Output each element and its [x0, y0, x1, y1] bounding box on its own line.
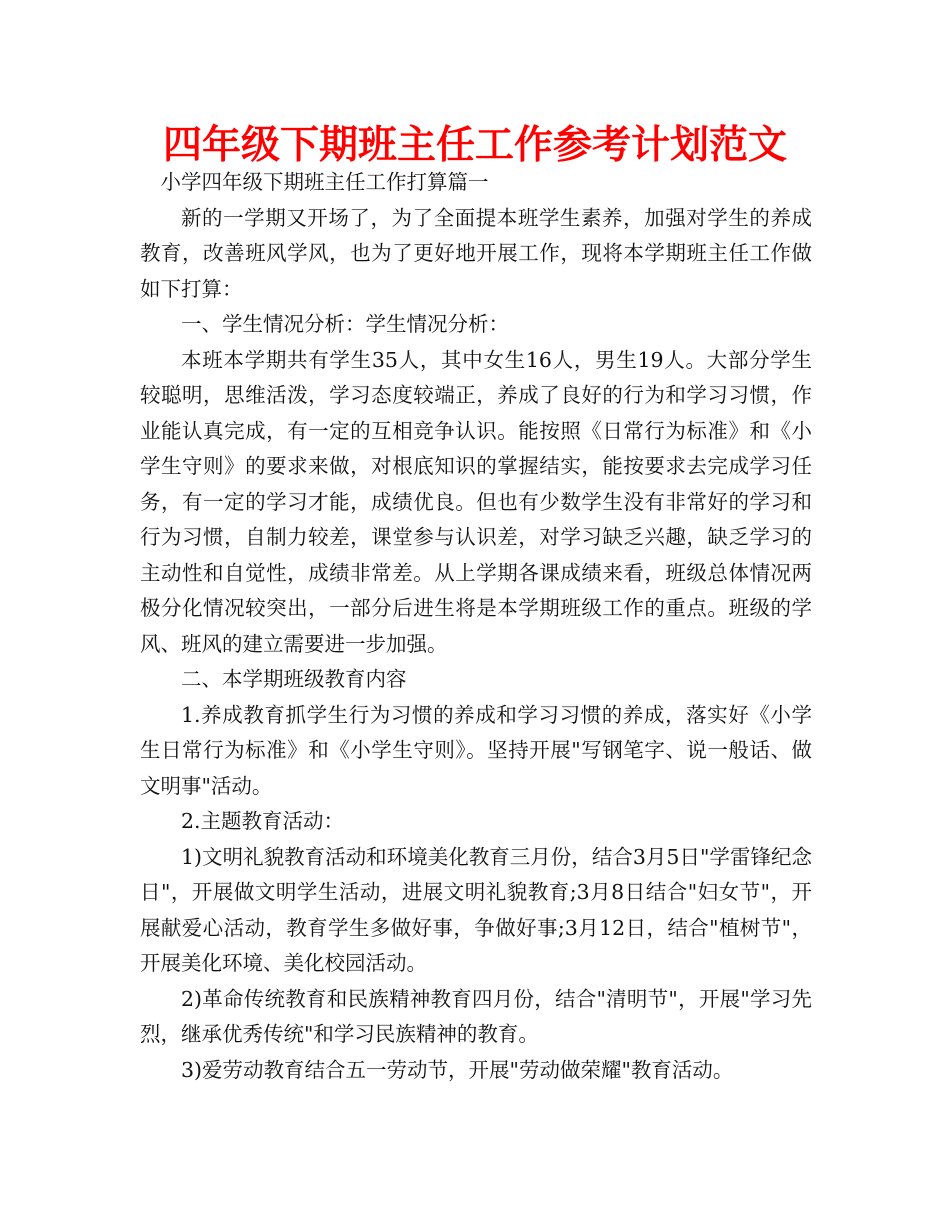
heading-theme-activities: 2.主题教育活动：: [181, 809, 345, 833]
document-body: [140, 165, 812, 1088]
paragraph-student-analysis: 本班本学期共有学生35人，其中女生16人，男生19人。大部分学生较聪明，思维活泼，学习态度较端正，养成了良好的行为和学习习惯，作业能认真完成，有一定的互相竞争认识。能按照《日常行为标准》和《小学生守则》的要求来做，对根底知识的掌握结实，能按要求去完成学习任务，有一定的学习才能，成绩优良。但也有少数学生没有非常好的学习和行为习惯，自制力较差，课堂参与认识差，对学习缺乏兴趣，缺乏学习的主动性和自觉性，成绩非常差。从上学期各课成绩来看，班级总体情况两极分化情况较突出，一部分后进生将是本学期班级工作的重点。班级的学风、班风的建立需要进一步加强。: [140, 347, 812, 656]
section-subtitle: 小学四年级下期班主任工作打算篇一: [160, 170, 489, 194]
paragraph-activity-may: 3)爱劳动教育结合五一劳动节，开展"劳动做荣耀"教育活动。: [181, 1057, 734, 1082]
paragraph-intro: 新的一学期又开场了，为了全面提本班学生素养，加强对学生的养成教育，改善班风学风，也为了更好地开展工作，现将本学期班主任工作做如下打算：: [140, 205, 812, 301]
document-title: 四年级下期班主任工作参考计划范文: [162, 123, 787, 168]
heading-education-content: 二、本学期班级教育内容: [181, 667, 407, 691]
paragraph-activity-march: 1)文明礼貌教育活动和环境美化教育三月份，结合3月5日"学雷锋纪念日"，开展做文明学生活动，进展文明礼貌教育;3月8日结合"妇女节"，开展献爱心活动，教育学生多做好事，争做好事;3月12日，结合"植树节"，开展美化环境、美化校园活动。: [140, 844, 812, 975]
paragraph-habit-education: 1.养成教育抓学生行为习惯的养成和学习习惯的养成，落实好《小学生日常行为标准》和《小学生守则》。坚持开展"写钢笔字、说一般话、做文明事"活动。: [140, 702, 812, 798]
heading-student-analysis: 一、学生情况分析：学生情况分析：: [181, 312, 509, 336]
paragraph-activity-april: 2)革命传统教育和民族精神教育四月份，结合"清明节"，开展"学习先烈，继承优秀传统"和学习民族精神的教育。: [140, 986, 812, 1046]
